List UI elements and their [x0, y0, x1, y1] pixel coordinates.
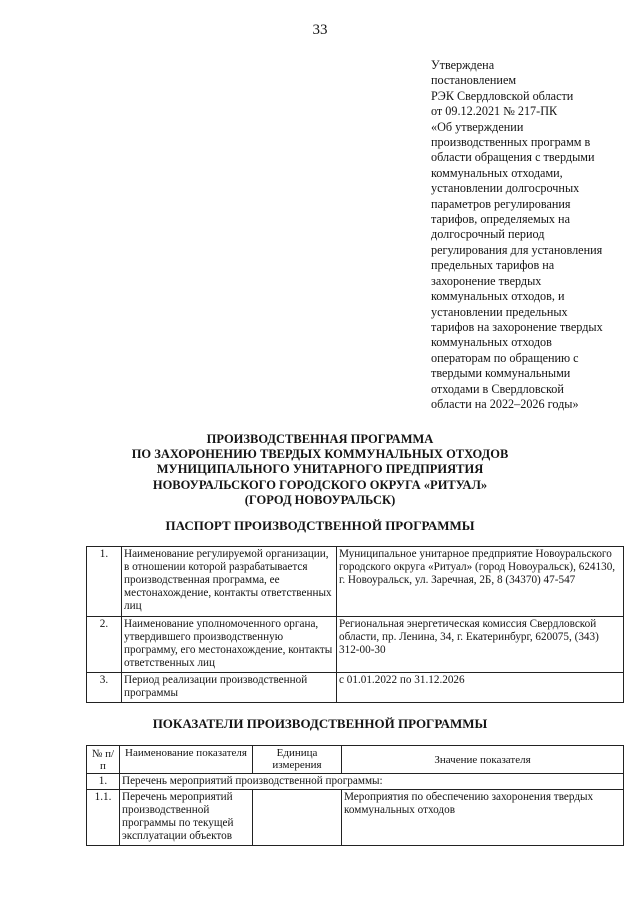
approval-line: параметров регулирования: [431, 196, 571, 211]
row-name: Наименование регулируемой организации, в отношении которой разрабатывается производственная программа, ее местонахождение, контакты ответственных лиц: [122, 547, 337, 617]
column-header: № п/п: [87, 746, 120, 774]
title-line: НОВОУРАЛЬСКОГО ГОРОДСКОГО ОКРУГА «РИТУАЛ»: [152, 477, 488, 492]
row-number: 1.: [87, 547, 122, 617]
row-unit: [253, 790, 342, 846]
approval-line: области обращения с твердыми: [431, 150, 595, 165]
table-row: [87, 790, 624, 846]
approval-line: регулирования для установления: [431, 242, 603, 257]
row-value: Региональная энергетическая комиссия Свердловской области, пр. Ленина, 34, г. Екатеринбург, 620075, (343) 312-00-30: [337, 617, 624, 673]
table-row: [87, 617, 624, 673]
approval-line: области на 2022–2026 годы»: [431, 396, 579, 411]
passport-heading: ПАСПОРТ ПРОИЗВОДСТВЕННОЙ ПРОГРАММЫ: [165, 518, 475, 533]
indicators-table: [86, 745, 624, 846]
title-line: МУНИЦИПАЛЬНОГО УНИТАРНОГО ПРЕДПРИЯТИЯ: [156, 462, 484, 477]
approval-line: коммунальных отходов, и: [431, 289, 565, 304]
approval-line: отходами в Свердловской: [431, 381, 564, 396]
column-header: Значение показателя: [342, 746, 624, 774]
approval-line: производственных программ в: [431, 135, 591, 150]
approval-line: твердыми коммунальными: [431, 366, 571, 381]
page-number: 33: [312, 22, 328, 38]
column-header: Единица измерения: [253, 746, 342, 774]
approval-line: захоронение твердых: [431, 273, 542, 288]
approval-line: коммунальных отходов: [431, 335, 552, 350]
row-number: 1.: [87, 774, 120, 790]
row-number: 2.: [87, 617, 122, 673]
table-row: [87, 547, 624, 617]
row-value: Мероприятия по обеспечению захоронения твердых коммунальных отходов: [342, 790, 624, 846]
row-number: 3.: [87, 673, 122, 703]
table-row: [87, 673, 624, 703]
row-value: Муниципальное унитарное предприятие Новоуральского городского округа «Ритуал» (город Новоуральск), 624130, г. Новоуральск, ул. Заречная, 2Б, 8 (34370) 47-547: [337, 547, 624, 617]
approval-line: установлении долгосрочных: [431, 181, 580, 196]
approval-line: «Об утверждении: [431, 119, 524, 134]
row-name: Наименование уполномоченного органа, утвердившего производственную программу, его местонахождение, контакты ответственных лиц: [122, 617, 337, 673]
indicators-heading: ПОКАЗАТЕЛИ ПРОИЗВОДСТВЕННОЙ ПРОГРАММЫ: [152, 716, 488, 731]
section-text: Перечень мероприятий производственной программы:: [120, 774, 624, 790]
approval-line: установлении предельных: [431, 304, 568, 319]
approval-line: Утверждена: [431, 58, 495, 72]
column-header: Наименование показателя: [120, 746, 253, 774]
approval-line: РЭК Свердловской области: [431, 88, 574, 103]
header-row: [87, 746, 624, 774]
approval-line: операторам по обращению с: [431, 350, 579, 365]
approval-line: долгосрочный период: [431, 227, 545, 242]
approval-block: [431, 58, 631, 412]
program-title: [0, 432, 640, 508]
row-name: Перечень мероприятий производственной программы по текущей эксплуатации объектов: [120, 790, 253, 846]
row-value: с 01.01.2022 по 31.12.2026: [337, 673, 624, 703]
title-line: ПО ЗАХОРОНЕНИЮ ТВЕРДЫХ КОММУНАЛЬНЫХ ОТХОДОВ: [131, 447, 509, 462]
approval-line: предельных тарифов на: [431, 258, 555, 273]
approval-line: тарифов на захоронение твердых: [431, 319, 603, 334]
approval-line: коммунальных отходами,: [431, 165, 563, 180]
title-line: ПРОИЗВОДСТВЕННАЯ ПРОГРАММА: [206, 432, 434, 446]
approval-line: тарифов, определяемых на: [431, 212, 570, 227]
title-line: (ГОРОД НОВОУРАЛЬСК): [244, 492, 396, 507]
approval-line: от 09.12.2021 № 217-ПК: [431, 104, 558, 119]
row-name: Период реализации производственной программы: [122, 673, 337, 703]
row-number: 1.1.: [87, 790, 120, 846]
section-row: [87, 774, 624, 790]
approval-line: постановлением: [431, 73, 517, 88]
passport-table: [86, 546, 624, 703]
